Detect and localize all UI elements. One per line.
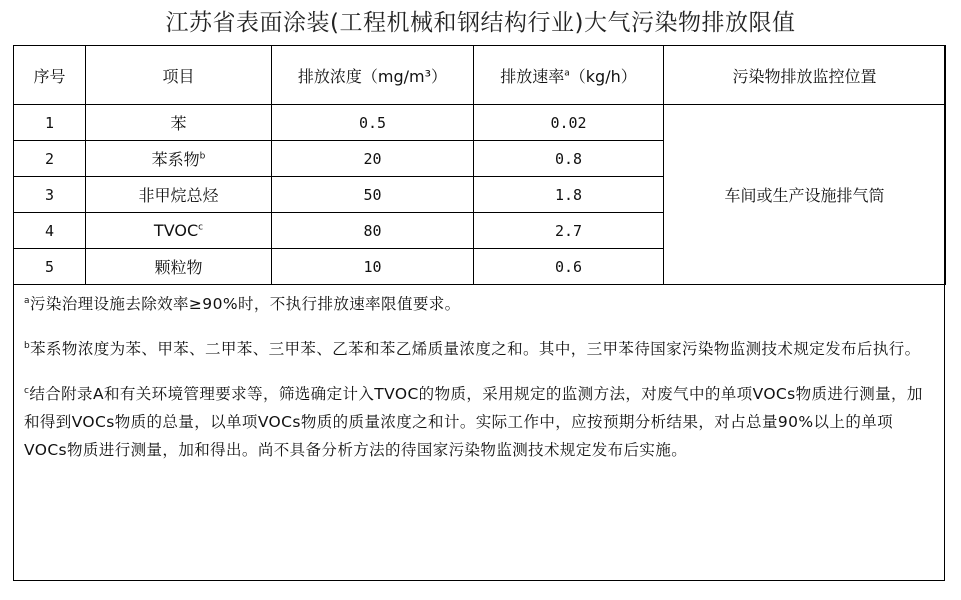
- footnotes: [24, 290, 936, 464]
- row-seq: 5: [14, 249, 86, 285]
- header-rate-unit: （kg/h）: [569, 66, 637, 86]
- footnote-text: 结合附录A和有关环境管理要求等，筛选确定计入TVOC的物质，采用规定的监测方法，对废气中的单项VOCs物质进行测量，加和得到VOCs物质的总量，以单项VOCs物质的质量浓度之和计。实际工作中，应按预期分析结果，对占总量90%以上的单项VOCs物质进行测量，加和得出。尚不具备分析方法的待国家污染物监测技术规定发布后实施。: [24, 385, 923, 459]
- row-concentration: 0.5: [272, 105, 474, 141]
- row-item: [86, 249, 272, 285]
- header-seq: 序号: [14, 46, 86, 105]
- header-location: 污染物排放监控位置: [664, 46, 946, 105]
- row-rate: 0.6: [474, 249, 664, 285]
- row-item: [86, 141, 272, 177]
- row-rate: 2.7: [474, 213, 664, 249]
- header-rate-label: 排放速率: [500, 66, 565, 86]
- footnote-text: 污染治理设施去除效率≥90%时，不执行排放速率限值要求。: [29, 295, 461, 313]
- row-rate: 0.02: [474, 105, 664, 141]
- monitoring-location: 车间或生产设施排气筒: [664, 105, 946, 285]
- row-concentration: 20: [272, 141, 474, 177]
- row-item-label: 苯: [170, 114, 187, 133]
- row-item-label: 颗粒物: [154, 258, 203, 277]
- row-seq: 2: [14, 141, 86, 177]
- header-item: 项目: [86, 46, 272, 105]
- row-item-label: 苯系物: [151, 150, 200, 169]
- row-item-label: TVOC: [153, 221, 199, 240]
- footnote-a: [24, 290, 936, 318]
- header-concentration: 排放浓度（mg/m³）: [272, 46, 474, 105]
- row-item: [86, 213, 272, 249]
- footnote-mark: b: [24, 340, 31, 351]
- row-item-label: 非甲烷总烃: [138, 186, 219, 205]
- footnote-c: [24, 380, 936, 464]
- row-seq: 4: [14, 213, 86, 249]
- row-rate: 1.8: [474, 177, 664, 213]
- row-item: [86, 177, 272, 213]
- header-rate-footnote-mark: a: [564, 68, 570, 79]
- emission-limits-table: [13, 45, 946, 285]
- footnote-text: 苯系物浓度为苯、甲苯、二甲苯、三甲苯、乙苯和苯乙烯质量浓度之和。其中，三甲苯待国家污染物监测技术规定发布后执行。: [30, 340, 921, 358]
- row-item-footnote-mark: c: [198, 222, 204, 233]
- row-seq: 1: [14, 105, 86, 141]
- row-seq: 3: [14, 177, 86, 213]
- header-rate: [474, 46, 664, 105]
- row-item: [86, 105, 272, 141]
- row-concentration: 50: [272, 177, 474, 213]
- table-row: [14, 105, 946, 141]
- footnote-b: [24, 335, 936, 363]
- row-concentration: 10: [272, 249, 474, 285]
- document-title: 江苏省表面涂装(工程机械和钢结构行业)大气污染物排放限值: [165, 10, 796, 36]
- row-concentration: 80: [272, 213, 474, 249]
- footnote-mark: a: [24, 295, 30, 306]
- footnote-mark: c: [24, 385, 30, 396]
- row-rate: 0.8: [474, 141, 664, 177]
- table-header-row: [14, 46, 946, 105]
- row-item-footnote-mark: b: [199, 151, 206, 162]
